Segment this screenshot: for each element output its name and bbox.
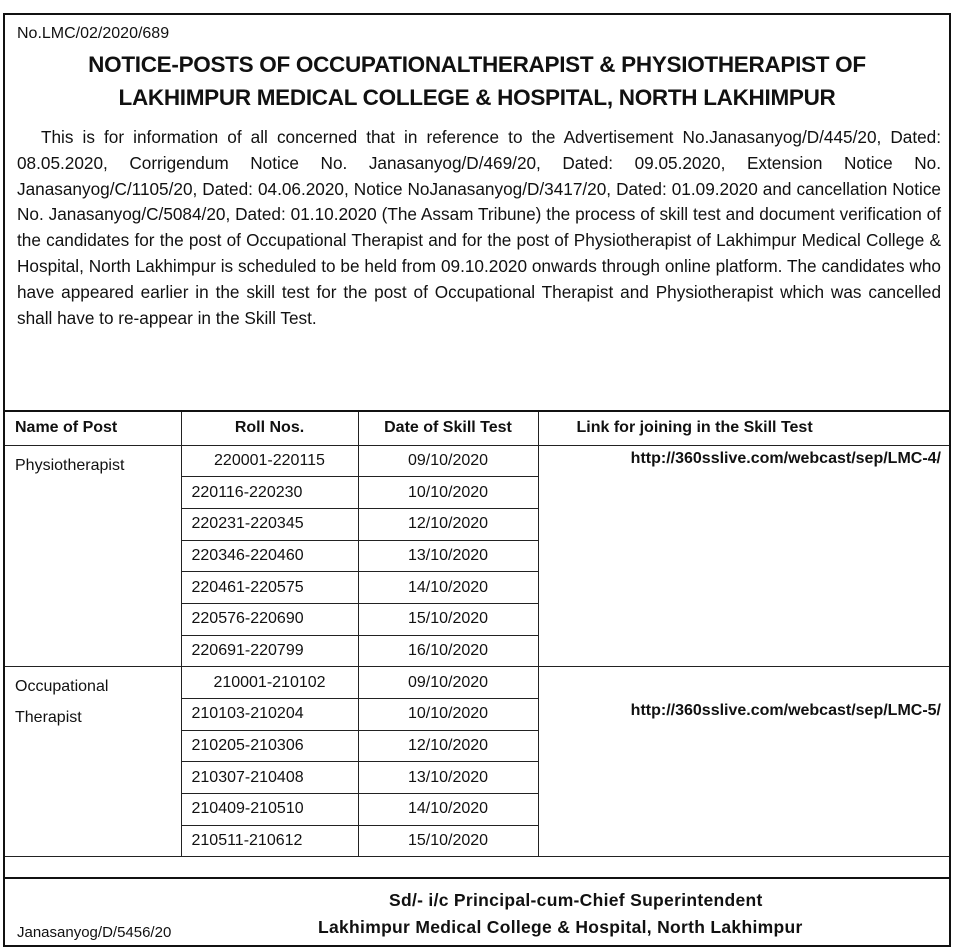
test-date: 13/10/2020 (358, 762, 538, 794)
roll-range: 220461-220575 (181, 572, 358, 604)
test-date: 10/10/2020 (358, 477, 538, 509)
test-date: 16/10/2020 (358, 635, 538, 667)
header-link: Link for joining in the Skill Test (538, 411, 949, 445)
notice-document (3, 13, 951, 947)
test-date: 14/10/2020 (358, 794, 538, 826)
test-date: 10/10/2020 (358, 699, 538, 731)
roll-range: 210103-210204 (181, 699, 358, 731)
roll-range: 220231-220345 (181, 508, 358, 540)
test-date: 12/10/2020 (358, 508, 538, 540)
test-date: 09/10/2020 (358, 667, 538, 699)
post-physiotherapist: Physiotherapist (5, 445, 181, 667)
header-date-of-skill-test: Date of Skill Test (358, 411, 538, 445)
table-row (5, 667, 949, 699)
signatory-institution: Lakhimpur Medical College & Hospital, North Lakhimpur (318, 917, 803, 937)
post-occupational-therapist (5, 667, 181, 857)
roll-range: 220116-220230 (181, 477, 358, 509)
test-date: 13/10/2020 (358, 540, 538, 572)
roll-range: 220001-220115 (181, 445, 358, 477)
roll-range: 220346-220460 (181, 540, 358, 572)
roll-range: 220691-220799 (181, 635, 358, 667)
roll-range: 210511-210612 (181, 825, 358, 857)
skill-test-schedule-table (5, 410, 949, 857)
notice-title-line-2: LAKHIMPUR MEDICAL COLLEGE & HOSPITAL, NORTH LAKHIMPUR (118, 85, 836, 110)
test-date: 14/10/2020 (358, 572, 538, 604)
post-line: Therapist (15, 709, 82, 727)
header-name-of-post: Name of Post (5, 411, 181, 445)
notice-title-line-1: NOTICE-POSTS OF OCCUPATIONALTHERAPIST & PHYSIOTHERAPIST OF (88, 52, 866, 77)
roll-range: 210205-210306 (181, 730, 358, 762)
link-physiotherapist[interactable]: http://360sslive.com/webcast/sep/LMC-4/ (538, 445, 949, 667)
roll-range: 210409-210510 (181, 794, 358, 826)
test-date: 12/10/2020 (358, 730, 538, 762)
table-row (5, 445, 949, 477)
janasanyog-reference: Janasanyog/D/5456/20 (17, 924, 172, 941)
header-roll-nos: Roll Nos. (181, 411, 358, 445)
roll-range: 220576-220690 (181, 603, 358, 635)
signatory-title: Sd/- i/c Principal-cum-Chief Superintendent (389, 890, 763, 910)
test-date: 15/10/2020 (358, 825, 538, 857)
notice-footer (5, 877, 949, 947)
reference-number: No.LMC/02/2020/689 (17, 25, 170, 42)
roll-range: 210307-210408 (181, 762, 358, 794)
test-date: 15/10/2020 (358, 603, 538, 635)
test-date: 09/10/2020 (358, 445, 538, 477)
roll-range: 210001-210102 (181, 667, 358, 699)
table-header-row (5, 411, 949, 445)
post-line: Occupational (15, 678, 109, 696)
link-occupational-therapist[interactable]: http://360sslive.com/webcast/sep/LMC-5/ (538, 667, 949, 857)
notice-body: This is for information of all concerned that in reference to the Advertisement No.Janasanyog/D/445/20, Dated: 08.05.2020, Corrigendum Notice No. Janasanyog/D/469/20, Dated: 09.05.2020, Extension Notice No. Janasanyog/C/1105/20, Dated: 04.06.2020, Notice NoJanasanyog/D/3417/20, Dated: 01.09.2020 and cancellation Notice No. Janasanyog/C/5084/20, Dated: 01.10.2020 (The Assam Tribune) the process of skill test and document verification of the candidates for the post of Occupational Therapist and for the post of Physiotherapist of Lakhimpur Medical College & Hospital, North Lakhimpur is scheduled to be held from 09.10.2020 onwards through online platform. The candidates who have appeared earlier in the skill test for the post of Occupational Therapist and Physiotherapist which was cancelled shall have to re-appear in the Skill Test. (17, 127, 941, 328)
